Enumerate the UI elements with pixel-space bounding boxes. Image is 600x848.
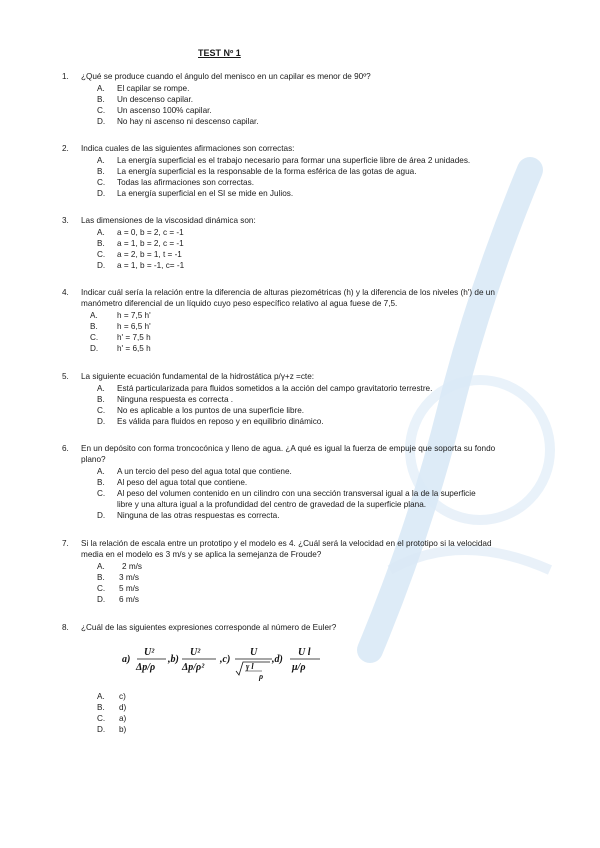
question-text-line-1: Indicar cuál sería la relación entre la diferencia de alturas piezométricas (h) y la diferencia de los niveles (h') de un <box>81 288 495 297</box>
option-letter: A. <box>97 228 105 237</box>
option-letter: D. <box>97 117 106 126</box>
option-text: a = 0, b = 2, c = -1 <box>117 228 184 237</box>
question-3 <box>62 215 542 271</box>
question-1 <box>62 71 542 127</box>
question-text-line-2: manómetro diferencial de un líquido cuyo peso específico relativo al agua fuese de 7,5. <box>81 299 398 308</box>
formula-b-denominator: Δp/ρ² <box>182 662 205 673</box>
options-list <box>90 310 542 354</box>
option-letter: B. <box>97 703 105 712</box>
option-text: 6 m/s <box>119 595 140 604</box>
question-5 <box>62 371 542 427</box>
option-d[interactable] <box>97 260 542 271</box>
option-c[interactable] <box>97 488 542 510</box>
option-text: a = 2, b = 1, t = -1 <box>117 250 182 259</box>
question-number: 3. <box>62 216 69 225</box>
formula-a-numerator: U² <box>144 647 155 658</box>
option-letter: D. <box>97 417 106 426</box>
option-letter: A. <box>97 692 105 701</box>
formula-b-numerator: U² <box>190 647 201 658</box>
option-letter: C. <box>97 489 106 498</box>
option-c[interactable] <box>97 713 542 724</box>
page-title: TEST Nº 1 <box>198 48 241 58</box>
option-text: No hay ni ascenso ni descenso capilar. <box>117 117 259 126</box>
option-text: No es aplicable a los puntos de una superficie libre. <box>117 406 305 415</box>
option-b[interactable] <box>97 238 542 249</box>
option-text: b) <box>119 725 127 734</box>
options-list <box>97 383 542 427</box>
option-letter: A. <box>97 156 105 165</box>
option-letter: A. <box>90 311 98 320</box>
option-text: Es válida para fluidos en reposo y en equilibrio dinámico. <box>117 417 324 426</box>
option-letter: D. <box>97 261 106 270</box>
question-text-line-2: media en el modelo es 3 m/s y se aplica la semejanza de Froude? <box>81 550 322 559</box>
option-text: 2 m/s <box>122 562 143 571</box>
option-text: El capilar se rompe. <box>117 84 190 93</box>
option-letter: C. <box>90 333 99 342</box>
option-letter: C. <box>97 178 106 187</box>
option-letter: B. <box>97 95 105 104</box>
formula-a-label: a) <box>122 654 131 665</box>
option-text: h' = 7,5 h <box>117 333 151 342</box>
option-text: 5 m/s <box>119 584 140 593</box>
options-list <box>97 466 542 521</box>
option-text: Está particularizada para fluidos sometidos a la acción del campo gravitatorio terrestre. <box>117 384 433 393</box>
question-6 <box>62 443 542 521</box>
option-text: La energía superficial es la responsable de la forma esférica de las gotas de agua. <box>117 167 417 176</box>
option-letter: B. <box>97 478 105 487</box>
question-text-line-1: Si la relación de escala entre un prototipo y el modelo es 4. ¿Cuál será la velocidad en el prototipo si la velocidad <box>81 539 492 548</box>
option-text: Ninguna respuesta es correcta . <box>117 395 234 404</box>
option-text: a) <box>119 714 127 723</box>
question-7 <box>62 538 542 605</box>
option-c[interactable] <box>97 249 542 260</box>
option-letter: B. <box>97 239 105 248</box>
option-text: h' = 6,5 h <box>117 344 151 353</box>
question-2 <box>62 143 542 199</box>
option-b[interactable] <box>97 572 542 583</box>
option-b[interactable] <box>97 166 542 177</box>
question-number: 6. <box>62 444 69 453</box>
option-d[interactable] <box>97 116 542 127</box>
option-text: Ninguna de las otras respuestas es correcta. <box>117 511 280 520</box>
question-8 <box>62 622 542 735</box>
formula-d-numerator: U l <box>298 647 311 658</box>
options-list <box>97 83 542 127</box>
option-letter: B. <box>97 167 105 176</box>
question-text-line-1: En un depósito con forma troncocónica y lleno de agua. ¿A qué es igual la fuerza de empuje que soporta su fondo <box>81 444 496 453</box>
option-a[interactable] <box>97 561 542 572</box>
option-text: Al peso del agua total que contiene. <box>117 478 248 487</box>
question-text: Indica cuales de las siguientes afirmaciones son correctas: <box>81 144 295 153</box>
option-letter: D. <box>97 725 106 734</box>
option-d[interactable] <box>97 416 542 427</box>
option-letter: D. <box>97 511 106 520</box>
formula-d-denominator: μ/ρ <box>292 662 306 673</box>
option-d[interactable] <box>90 343 542 354</box>
question-text: ¿Qué se produce cuando el ángulo del menisco en un capilar es menor de 90º? <box>81 72 371 81</box>
question-number: 5. <box>62 372 69 381</box>
option-letter: C. <box>97 584 106 593</box>
option-letter: B. <box>97 573 105 582</box>
option-c[interactable] <box>90 332 542 343</box>
option-letter: D. <box>97 189 106 198</box>
option-b[interactable] <box>97 94 542 105</box>
option-text: c) <box>119 692 126 701</box>
option-letter: A. <box>97 384 105 393</box>
option-text: d) <box>119 703 127 712</box>
option-a[interactable] <box>97 83 542 94</box>
option-letter: C. <box>97 250 106 259</box>
option-b[interactable] <box>90 321 542 332</box>
option-b[interactable] <box>97 477 542 488</box>
formula-c-inner-numerator: γ l <box>246 662 254 671</box>
question-number: 8. <box>62 623 69 632</box>
option-a[interactable] <box>97 466 542 477</box>
option-a[interactable] <box>97 227 542 238</box>
option-text-continued: libre y una altura igual a la profundidad del centro de gravedad de la superficie plana. <box>117 500 427 509</box>
option-text: 3 m/s <box>119 573 140 582</box>
option-letter: A. <box>97 84 105 93</box>
option-d[interactable] <box>97 724 542 735</box>
option-letter: C. <box>97 106 106 115</box>
formula-d-label: ,d) <box>272 654 283 665</box>
option-c[interactable] <box>97 177 542 188</box>
option-a[interactable] <box>97 691 542 702</box>
option-letter: C. <box>97 714 106 723</box>
option-letter: B. <box>97 395 105 404</box>
option-a[interactable] <box>97 155 542 166</box>
option-text: A un tercio del peso del agua total que contiene. <box>117 467 292 476</box>
question-text: Las dimensiones de la viscosidad dinámica son: <box>81 216 256 225</box>
question-4 <box>62 287 542 354</box>
option-c[interactable] <box>97 405 542 416</box>
option-letter: A. <box>97 562 105 571</box>
option-a[interactable] <box>90 310 542 321</box>
question-text: La siguiente ecuación fundamental de la hidrostática p/γ+z =cte: <box>81 372 315 381</box>
option-text: Al peso del volumen contenido en un cilindro con una sección transversal igual a la de la superficie <box>117 489 476 498</box>
option-letter: A. <box>97 467 105 476</box>
options-list <box>97 691 542 735</box>
options-list <box>97 561 542 605</box>
option-text: a = 1, b = -1, c= -1 <box>117 261 185 270</box>
option-d[interactable] <box>97 510 542 521</box>
option-b[interactable] <box>97 394 542 405</box>
question-number: 2. <box>62 144 69 153</box>
option-b[interactable] <box>97 702 542 713</box>
option-text: h = 7,5 h' <box>117 311 151 320</box>
euler-formula-options <box>122 637 542 683</box>
option-text: Un descenso capilar. <box>117 95 194 104</box>
option-text: a = 1, b = 2, c = -1 <box>117 239 184 248</box>
formula-c-label: ,c) <box>220 654 231 665</box>
option-c[interactable] <box>97 583 542 594</box>
question-number: 7. <box>62 539 69 548</box>
options-list <box>97 227 542 271</box>
option-text: Un ascenso 100% capilar. <box>117 106 212 115</box>
option-letter: D. <box>97 595 106 604</box>
question-number: 1. <box>62 72 69 81</box>
formula-a-denominator: Δp/ρ <box>136 662 156 673</box>
option-letter: D. <box>90 344 99 353</box>
option-d[interactable] <box>97 188 542 199</box>
option-a[interactable] <box>97 383 542 394</box>
options-list <box>97 155 542 199</box>
question-text: ¿Cuál de las siguientes expresiones corresponde al número de Euler? <box>81 623 337 632</box>
option-d[interactable] <box>97 594 542 605</box>
option-text: La energía superficial en el SI se mide en Julios. <box>117 189 294 198</box>
option-letter: C. <box>97 406 106 415</box>
option-text: h = 6,5 h' <box>117 322 151 331</box>
formula-c-numerator: U <box>250 647 258 658</box>
option-text: Todas las afirmaciones son correctas. <box>117 178 254 187</box>
option-letter: B. <box>90 322 98 331</box>
formula-c-inner-denominator: ρ <box>259 672 264 681</box>
formula-b-label: ,b) <box>168 654 179 665</box>
question-number: 4. <box>62 288 69 297</box>
option-c[interactable] <box>97 105 542 116</box>
question-text-line-2: plano? <box>81 455 106 464</box>
option-text: La energía superficial es el trabajo necesario para formar una superficie libre de área 2 unidades. <box>117 156 471 165</box>
